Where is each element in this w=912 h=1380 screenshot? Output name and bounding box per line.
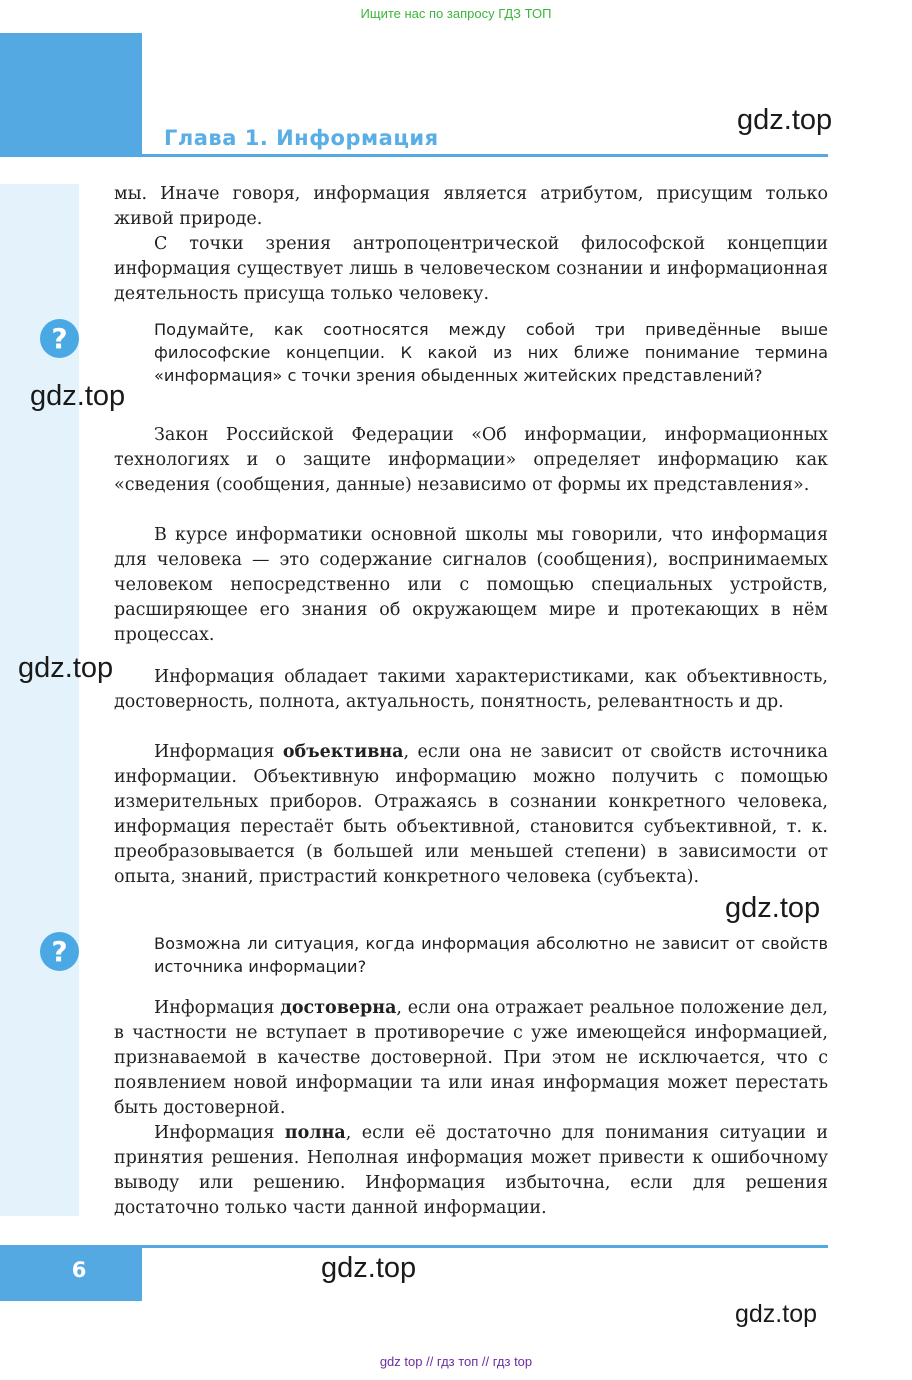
paragraph: [114, 1121, 828, 1221]
term-reliable: достоверна: [280, 998, 397, 1018]
footer-links[interactable]: gdz top // гдз топ // гдз top: [379, 1354, 533, 1369]
paragraph-text: Информация: [154, 742, 283, 762]
question-text: Подумайте, как соотносятся между собой три приведённые выше философские концепции. К какой из них ближе понимание термина «информация» с точки зрения обыденных житейских представлений?: [154, 320, 828, 386]
watermark: gdz.top: [30, 380, 126, 412]
term-complete: полна: [284, 1123, 346, 1143]
header-divider: [142, 154, 828, 157]
question-text: Возможна ли ситуация, когда информация абсолютно не зависит от свойств источника информации?: [154, 934, 828, 977]
paragraph: С точки зрения антропоцентрической философской концепции информация существует лишь в человеческом сознании и информационная деятельность присуща только человеку.: [114, 234, 828, 304]
watermark: gdz.top: [321, 1252, 417, 1284]
paragraph: Закон Российской Федерации «Об информации, информационных технологиях и о защите информации» определяет информацию как «сведения (сообщения, данные) независимо от формы их представления».: [114, 425, 828, 495]
question-icon: ?: [40, 932, 79, 971]
watermark: gdz.top: [725, 892, 821, 924]
paragraph: [114, 740, 828, 889]
paragraph-text: , если она не зависит от свойств источника информации. Объективную информацию можно получить с помощью измерительных приборов. Отражаясь в сознании конкретного человека, информация перестаёт быть объективной, становится субъективной, т. к. преобразовывается (в большей или меньшей степени) в зависимости от опыта, знаний, пристрастий конкретного человека (субъекта).: [114, 742, 828, 887]
paragraph: [114, 996, 828, 1121]
watermark: gdz.top: [737, 104, 833, 136]
term-objective: объективна: [282, 742, 404, 762]
footer-divider: [142, 1245, 828, 1248]
top-banner: Ищите нас по запросу ГДЗ ТОП: [360, 6, 552, 21]
paragraph: Информация обладает такими характеристиками, как объективность, достоверность, полнота, актуальность, понятность, релевантность и др.: [114, 667, 828, 712]
paragraph-text: Информация: [154, 1123, 285, 1143]
question-icon: ?: [40, 319, 79, 358]
header-color-block: [0, 33, 142, 157]
chapter-title: Глава 1. Информация: [164, 126, 439, 150]
watermark: gdz.top: [18, 652, 114, 684]
paragraph: мы. Иначе говоря, информация является атрибутом, присущим только живой природе.: [114, 184, 828, 229]
paragraph-text: Информация: [154, 998, 281, 1018]
paragraph: В курсе информатики основной школы мы говорили, что информация для человека — это содержание сигналов (сообщения), воспринимаемых человеком непосредственно или с помощью специальных устройств, расширяющее его знания об окружающем мире и протекающих в нём процессах.: [114, 525, 828, 645]
page-number: 6: [71, 1258, 87, 1282]
paragraph-text: , если она отражает реальное положение дел, в частности не вступает в противоречие с уже имеющейся информацией, признаваемой в качестве достоверной. При этом не исключается, что с появлением новой информации та или иная информация может перестать быть достоверной.: [114, 998, 828, 1118]
paragraph-text: , если её достаточно для понимания ситуации и принятия решения. Неполная информация может привести к ошибочному выводу или решению. Информация избыточна, если для решения достаточно только части данной информации.: [114, 1123, 828, 1218]
watermark: gdz.top: [735, 1300, 818, 1328]
